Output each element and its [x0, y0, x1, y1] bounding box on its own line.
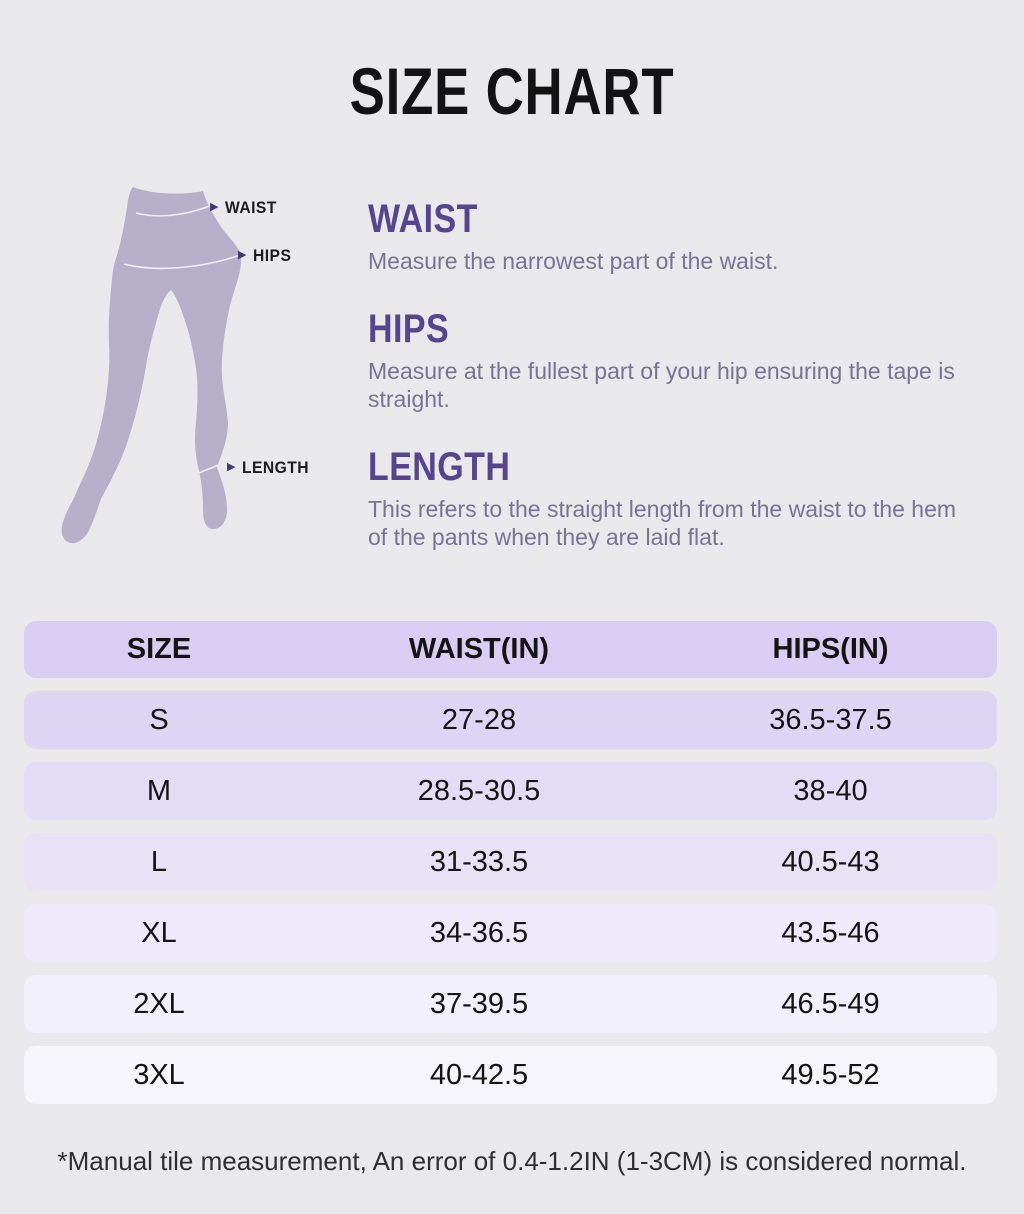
- definition-term: WAIST: [368, 197, 478, 241]
- table-row: [24, 691, 997, 749]
- lower-body-silhouette-icon: [50, 160, 340, 570]
- size-cell: S: [149, 703, 169, 736]
- waist-cell: 27-28: [441, 703, 517, 736]
- definition-term: HIPS: [368, 307, 450, 352]
- hips-cell: 40.5-43: [781, 845, 880, 878]
- size-cell: XL: [141, 916, 177, 949]
- definition-term: LENGTH: [368, 445, 511, 490]
- definition-hips: [368, 308, 968, 413]
- column-header-size: SIZE: [126, 633, 192, 665]
- hips-cell: 36.5-37.5: [769, 703, 892, 736]
- size-cell: 3XL: [133, 1058, 185, 1091]
- diagram-label-length: [227, 459, 315, 476]
- waist-cell: 31-33.5: [429, 845, 529, 878]
- definition-length: [368, 446, 968, 551]
- size-cell: L: [150, 845, 168, 878]
- waist-cell: 40-42.5: [429, 1058, 529, 1091]
- hips-cell: 49.5-52: [781, 1058, 880, 1091]
- definition-description: Measure at the fullest part of your hip ensuring the tape is straight.: [368, 358, 955, 413]
- diagram-label-text: LENGTH: [242, 458, 310, 477]
- hips-cell: 46.5-49: [781, 987, 880, 1020]
- diagram-label-hips: [238, 247, 295, 264]
- hips-cell: 43.5-46: [781, 916, 880, 949]
- diagram-label-text: WAIST: [225, 198, 278, 217]
- waist-cell: 28.5-30.5: [417, 774, 541, 807]
- waist-cell: 34-36.5: [429, 916, 529, 949]
- table-row: [24, 975, 997, 1033]
- size-cell: M: [146, 774, 172, 807]
- measurement-disclaimer: *Manual tile measurement, An error of 0.4-1.2IN (1-3CM) is considered normal.: [57, 1146, 967, 1176]
- waist-cell: 37-39.5: [429, 987, 529, 1020]
- table-row: [24, 762, 997, 820]
- table-row: [24, 833, 997, 891]
- silhouette-shape: [62, 187, 241, 543]
- table-row: [24, 1046, 997, 1104]
- definition-description: Measure the narrowest part of the waist.: [368, 248, 779, 274]
- definition-description: This refers to the straight length from the waist to the hem of the pants when they are laid flat.: [368, 496, 957, 551]
- arrow-right-icon: ▶: [210, 201, 219, 213]
- diagram-label-text: HIPS: [253, 246, 292, 265]
- size-cell: 2XL: [133, 987, 185, 1020]
- size-table: [24, 621, 997, 1104]
- definition-waist: [368, 198, 968, 275]
- column-header-hips: HIPS(IN): [772, 633, 889, 665]
- table-header-row: [24, 621, 997, 678]
- diagram-label-waist: [210, 199, 282, 216]
- measurement-definitions: [368, 198, 968, 584]
- arrow-right-icon: ▶: [227, 461, 236, 473]
- arrow-right-icon: ▶: [238, 249, 247, 261]
- column-header-waist: WAIST(IN): [408, 633, 550, 665]
- page-title: SIZE CHART: [349, 54, 675, 128]
- table-row: [24, 904, 997, 962]
- hips-cell: 38-40: [793, 774, 868, 807]
